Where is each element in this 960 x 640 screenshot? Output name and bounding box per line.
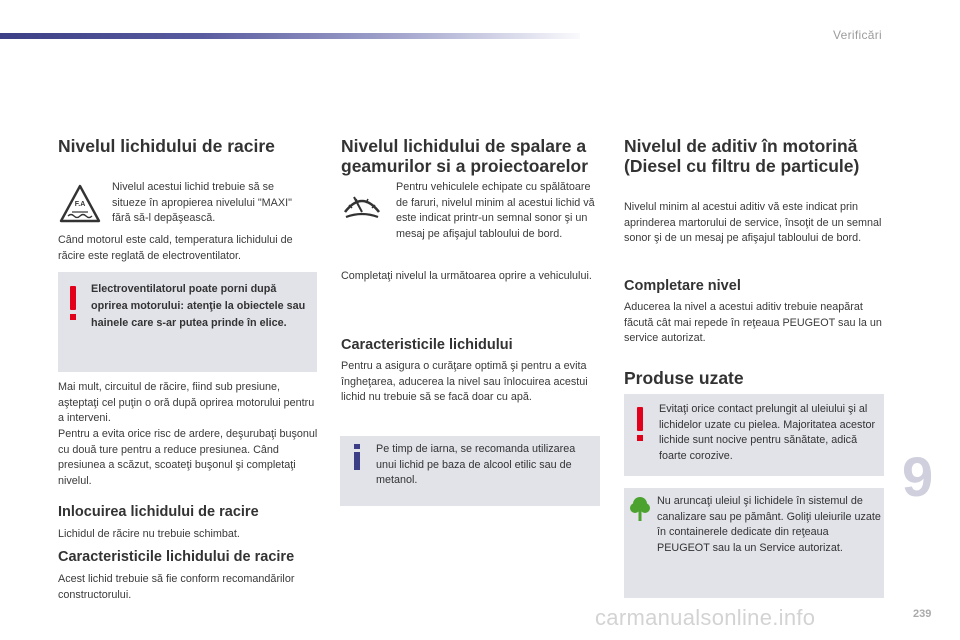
coolant-specs-title: Caracteristicile lichidului de racire <box>58 549 295 565</box>
washer-info-text: Pe timp de iarna, se recomanda utilizarea unui lichid pe baza de alcool etilic sau de metanol. <box>376 443 576 486</box>
page-number: 239 <box>913 608 932 620</box>
coolant-p1: Când motorul este cald, temperatura lichidului de răcire este reglată de electroventilator. <box>58 234 293 262</box>
washer-specs-title: Caracteristicile lichidului <box>341 337 513 353</box>
section-title: Verificări <box>832 28 882 42</box>
svg-text:F.A: F.A <box>74 201 86 208</box>
coolant-replace-title: Inlocuirea lichidului de racire <box>58 504 259 520</box>
washer-icon <box>340 188 384 224</box>
waste-warning-box <box>624 394 884 476</box>
coolant-icon <box>58 183 102 225</box>
refill-text: Aducerea la nivel a acestui aditiv trebuie neapărat făcută cât mai repede în reţeaua PEUGEOT sau la un service autorizat. <box>624 301 882 344</box>
chapter-number: 9 <box>902 445 934 508</box>
refill-title: Completare nivel <box>624 278 741 294</box>
coolant-specs-text: Acest lichid trebuie să fie conform recomandărilor constructorului. <box>58 573 295 601</box>
washer-icon-text: Pentru vehiculele echipate cu spălătoare de faruri, nivelul minim al acestui lichid vă este indicat printr-un semnal sonor şi un mesaj pe afişajul tabloului de bord. <box>396 181 595 240</box>
eco-box <box>624 488 884 598</box>
additive-p1: Nivelul minim al acestui aditiv vă este indicat prin aprinderea martorului de service, însoţit de un semnal sonor şi de un mesaj pe afişajul tabloului de bord. <box>624 201 882 244</box>
eco-text: Nu aruncaţi uleiul şi lichidele în sistemul de canalizare sau pe pământ. Goliţi uleiurile uzate în containerele dedicate din reţeaua PEUGEOT sau la un Service autorizat. <box>657 495 881 554</box>
info-icon <box>351 444 363 470</box>
waste-title: Produse uzate <box>624 368 744 388</box>
tree-icon <box>630 496 650 522</box>
coolant-p3: Pentru a evita orice risc de ardere, deşurubaţi buşonul cu două ture pentru a reduce presiunea. Când presiunea a scăzut, scoateţi buşonul şi completaţi nivelul. <box>58 428 318 487</box>
washer-specs-text: Pentru a asigura o curăţare optimă şi pentru a evita îngheţarea, aducerea la nivel sau înlocuirea acestui lichid nu trebuie să se facă doar cu apă. <box>341 360 588 403</box>
coolant-replace-text: Lichidul de răcire nu trebuie schimbat. <box>58 528 240 540</box>
warning-icon <box>66 284 80 324</box>
coolant-warning-box <box>58 272 317 372</box>
coolant-icon-text: Nivelul acestui lichid trebuie să se situeze în apropierea nivelului "MAXI" fără să-l depăşească. <box>112 181 292 224</box>
coolant-title: Nivelul lichidului de racire <box>58 136 275 156</box>
header-bar <box>0 33 580 39</box>
coolant-warning-text: Electroventilatorul poate porni după oprirea motorului: atenţie la obiectele sau hainele care s-ar putea prinde în elice. <box>91 283 306 329</box>
watermark: carmanualsonline.info <box>595 605 816 630</box>
washer-title: Nivelul lichidului de spalare a geamurilor si a proiectoarelor <box>341 136 589 176</box>
warning-icon <box>633 405 647 445</box>
coolant-p2: Mai mult, circuitul de răcire, fiind sub presiune, aşteptaţi cel puţin o oră după oprirea motorului pentru a interveni. <box>58 381 315 424</box>
washer-info-box <box>340 436 600 506</box>
washer-p1: Completaţi nivelul la următoarea oprire a vehiculului. <box>341 270 592 282</box>
additive-title: Nivelul de aditiv în motorină (Diesel cu filtru de particule) <box>624 136 860 176</box>
waste-warning-text: Evitaţi orice contact prelungit al uleiului şi al lichidelor uzate cu pielea. Majoritatea acestor lichide sunt nocive pentru sănătate, adică foarte corozive. <box>659 403 876 462</box>
